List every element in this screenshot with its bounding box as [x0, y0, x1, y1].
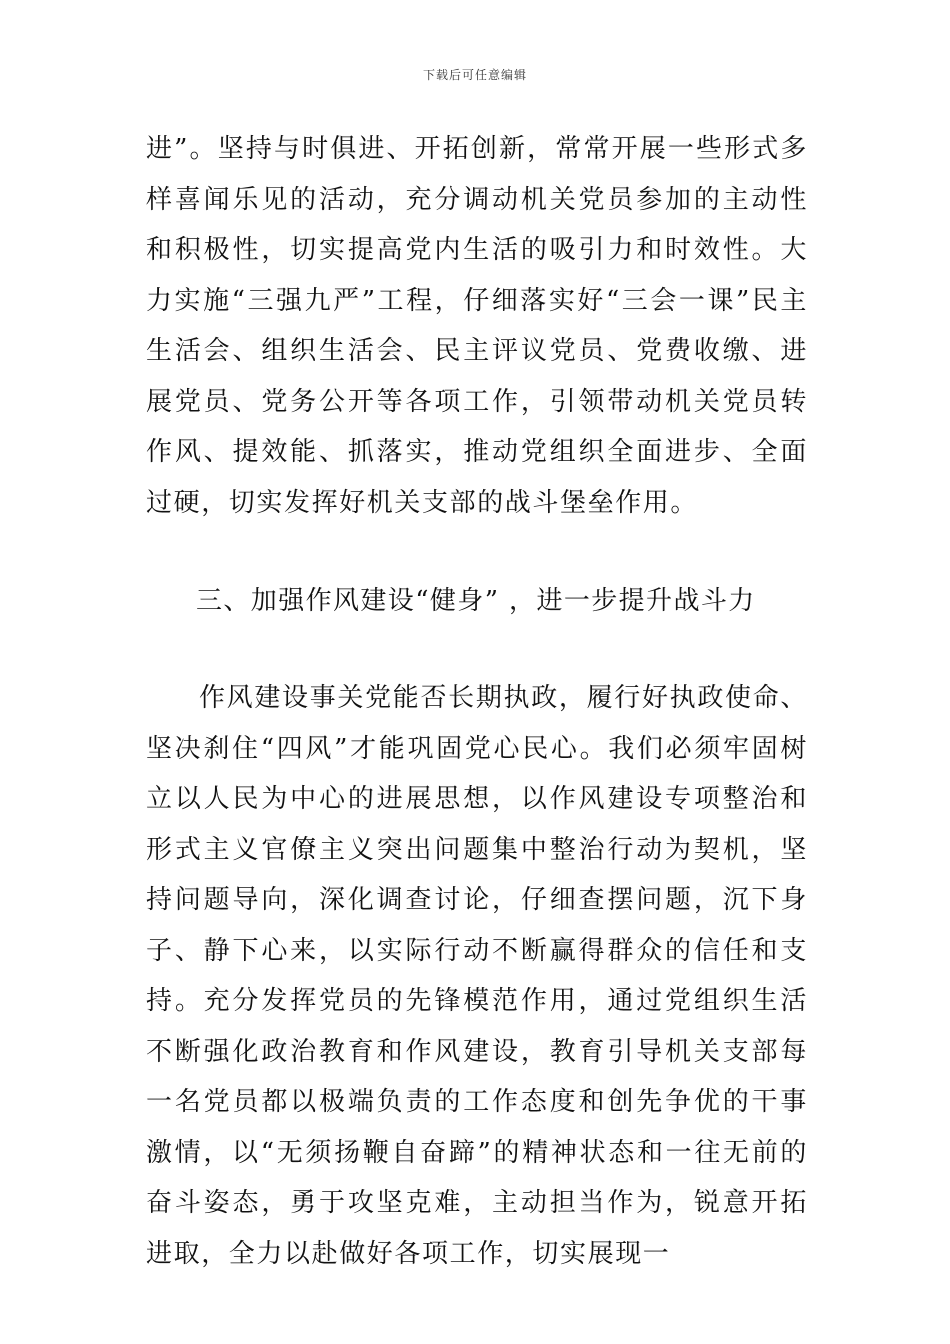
page-header-note: 下载后可任意编辑 [422, 68, 527, 82]
body-paragraph-1: 进”。坚持与时俱进、开拓创新，常常开展一些形式多样喜闻乐见的活动，充分调动机关党员参加的主动性和积极性，切实提高党内生活的吸引力和时效性。大力实施“三强九严”工程，仔细落实好“三会一课”民主生活会、组织生活会、民主评议党员、党费收缴、进展党员、党务公开等各项工作，引领带动机关党员转作风、提效能、抓落实，推动党组织全面进步、全面过硬，切实发挥好机关支部的战斗堡垒作用。 [146, 134, 808, 518]
body-paragraph-2: 作风建设事关党能否长期执政，履行好执政使命、坚决刹住“四风”才能巩固党心民心。我们必须牢固树立以人民为中心的进展思想，以作风建设专项整治和形式主义官僚主义突出问题集中整治行动为契机，坚持问题导向，深化调查讨论，仔细查摆问题，沉下身子、静下心来，以实际行动不断赢得群众的信任和支持。充分发挥党员的先锋模范作用，通过党组织生活不断强化政治教育和作风建设，教育引导机关支部每一名党员都以极端负责的工作态度和创先争优的干事激情，以“无须扬鞭自奋蹄”的精神状态和一往无前的奋斗姿态，勇于攻坚克难，主动担当作为，锐意开拓进取，全力以赴做好各项工作，切实展现一 [146, 683, 808, 1269]
section-heading: 三、加强作风建设“健身” ，进一步提升战斗力 [196, 586, 756, 616]
